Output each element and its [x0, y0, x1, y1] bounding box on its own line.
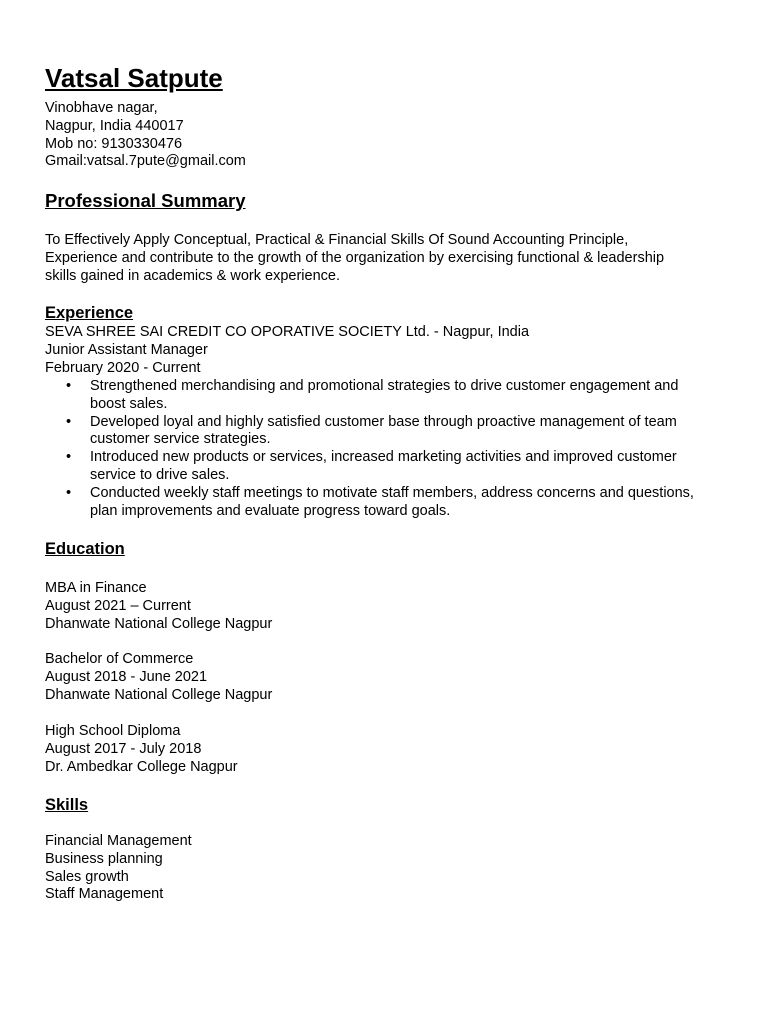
bullet-icon: •	[66, 449, 72, 466]
list-item	[45, 449, 735, 485]
summary-line: Experience and contribute to the growth of the organization by exercising functional & leadership	[45, 249, 665, 266]
candidate-name: Vatsal Satpute	[45, 63, 223, 93]
education-heading: Education	[45, 540, 125, 558]
experience-job	[45, 324, 529, 377]
experience-bullets	[45, 378, 735, 520]
bullet-text: service to drive sales.	[90, 466, 230, 483]
bullet-text: Developed loyal and highly satisfied customer base through proactive management of team	[90, 413, 677, 430]
address-line-2: Nagpur, India 440017	[45, 117, 184, 134]
degree: High School Diploma	[45, 723, 181, 739]
summary-line: To Effectively Apply Conceptual, Practical & Financial Skills Of Sound Accounting Principle,	[45, 232, 629, 248]
education-entry	[45, 580, 272, 633]
bullet-icon: •	[66, 484, 72, 501]
bullet-text: plan improvements and evaluate progress toward goals.	[90, 502, 451, 519]
skill-item: Financial Management	[45, 833, 192, 849]
bullet-text: Strengthened merchandising and promotional strategies to drive customer engagement and	[90, 378, 679, 394]
skills-list	[45, 833, 192, 904]
education-dates: August 2017 - July 2018	[45, 740, 202, 757]
skill-item: Business planning	[45, 850, 163, 867]
bullet-text: boost sales.	[90, 395, 168, 412]
school: Dr. Ambedkar College Nagpur	[45, 758, 238, 775]
address-line-1: Vinobhave nagar,	[45, 100, 158, 116]
skill-item: Staff Management	[45, 886, 164, 903]
skill-item: Sales growth	[45, 868, 129, 885]
degree: Bachelor of Commerce	[45, 651, 194, 667]
education-entry	[45, 723, 238, 776]
school: Dhanwate National College Nagpur	[45, 686, 273, 703]
job-dates: February 2020 - Current	[45, 359, 201, 376]
experience-heading: Experience	[45, 304, 134, 322]
bullet-icon: •	[66, 378, 72, 394]
summary-line: skills gained in academics & work experience.	[45, 267, 340, 284]
skills-heading: Skills	[45, 796, 89, 814]
bullet-text: Conducted weekly staff meetings to motivate staff members, address concerns and questions,	[90, 484, 694, 501]
school: Dhanwate National College Nagpur	[45, 615, 273, 632]
list-item	[45, 414, 735, 450]
summary-text	[45, 232, 664, 285]
bullet-text: customer service strategies.	[90, 431, 271, 448]
degree: MBA in Finance	[45, 580, 147, 596]
list-item	[45, 378, 735, 414]
list-item	[45, 485, 735, 521]
bullet-icon: •	[66, 413, 72, 430]
company-name: SEVA SHREE SAI CREDIT CO OPORATIVE SOCIETY Ltd. - Nagpur, India	[45, 324, 530, 340]
job-title: Junior Assistant Manager	[45, 341, 208, 358]
education-entry	[45, 651, 272, 704]
summary-heading: Professional Summary	[45, 190, 246, 211]
contact-block	[45, 100, 246, 171]
education-dates: August 2021 – Current	[45, 597, 191, 614]
education-dates: August 2018 - June 2021	[45, 668, 208, 685]
email-address: Gmail:vatsal.7pute@gmail.com	[45, 153, 246, 170]
phone-number: Mob no: 9130330476	[45, 135, 183, 152]
bullet-text: Introduced new products or services, increased marketing activities and improved customer	[90, 449, 677, 466]
